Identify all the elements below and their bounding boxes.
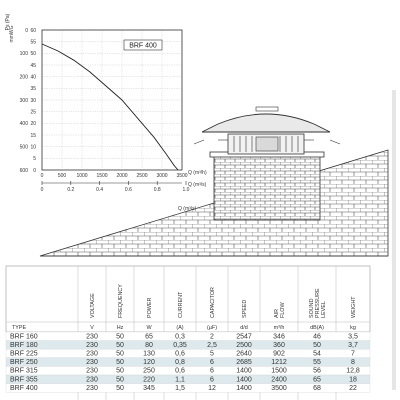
table-cell: 230 — [86, 367, 98, 375]
table-cell: 68 — [313, 384, 321, 392]
pa-tick-label: 600 — [19, 167, 28, 174]
table-header-cell: SOUND — [309, 298, 315, 318]
performance-chart — [5, 13, 207, 193]
table-cell: 12,8 — [346, 367, 360, 375]
table-cell: 22 — [349, 384, 357, 392]
table-unit-cell: V — [90, 325, 94, 331]
table-cell: 50 — [313, 341, 321, 349]
pa-axis-ticks — [20, 28, 29, 174]
table-cell: 130 — [143, 350, 155, 358]
table-cell: 2,5 — [207, 341, 217, 349]
roof-fan-diagram — [40, 107, 388, 256]
y-tick-label: 0 — [33, 167, 36, 174]
table-header-cell: POWER — [147, 297, 153, 318]
table-cell: 80 — [145, 341, 153, 349]
table-cell: 1400 — [236, 367, 252, 375]
pa-tick-label: 400 — [19, 121, 28, 128]
table-cell: 5 — [210, 350, 214, 358]
table-row — [6, 332, 370, 341]
table-header-cell: LEVEL — [321, 301, 327, 318]
table-cell: 55 — [313, 359, 321, 367]
chimney — [214, 156, 320, 220]
table-cell: BRF 160 — [10, 333, 38, 341]
table-cell: 902 — [273, 350, 285, 358]
table-row — [6, 358, 370, 367]
pa-tick-label: 0 — [25, 27, 28, 34]
table-cell: 2 — [210, 333, 214, 341]
table-cell: 65 — [145, 333, 153, 341]
table-row — [6, 384, 370, 393]
diagram-q-label: Q (m³/s) — [178, 206, 197, 212]
y-tick-label: 50 — [30, 51, 36, 58]
table-header-type: TYPE — [12, 325, 27, 331]
table-cell: 3,7 — [348, 341, 358, 349]
table-cell: BRF 225 — [10, 350, 38, 358]
table-header-cell: AIR — [274, 309, 280, 318]
fan-curve-brf-400 — [42, 44, 178, 170]
y-tick-label: 15 — [30, 132, 36, 139]
pa-tick-label: 100 — [19, 51, 28, 58]
table-cell: 12 — [208, 384, 216, 392]
table-cell: 220 — [143, 376, 155, 384]
right-edge-strip — [392, 90, 396, 390]
table-cell: 1400 — [236, 384, 252, 392]
table-unit-cell: Hz — [116, 325, 124, 331]
table-unit-cell: dB(A) — [310, 325, 324, 331]
table-cell: 18 — [349, 376, 357, 384]
y-tick-label: 60 — [30, 27, 36, 34]
table-cell: 50 — [116, 341, 124, 349]
y-tick-label: 10 — [30, 144, 36, 151]
table-row — [6, 366, 370, 375]
table-cell: 2640 — [236, 350, 252, 358]
x-tick-label-m3s: 1.0 — [182, 187, 190, 193]
table-cell: 54 — [313, 350, 321, 358]
table-cell: 6 — [210, 367, 214, 375]
table-unit-cell: (µF) — [207, 325, 217, 331]
table-cell: BRF 180 — [10, 341, 38, 349]
table-cell: 1500 — [271, 367, 287, 375]
table-cell: 6 — [210, 376, 214, 384]
table-row — [6, 341, 370, 350]
pa-tick-label: 500 — [19, 144, 28, 151]
table-cell: BRF 250 — [10, 359, 38, 367]
table-unit-cell: W — [146, 325, 152, 331]
y-tick-label: 25 — [30, 109, 36, 116]
table-cell: 0,6 — [175, 350, 185, 358]
x-tick-label-m3s: 0 — [40, 187, 44, 193]
table-cell: 6 — [210, 359, 214, 367]
table-header-cell: CURRENT — [178, 291, 184, 318]
table-cell: 346 — [273, 333, 285, 341]
table-header-cell: WEIGHT — [351, 296, 357, 318]
y-tick-label: 30 — [30, 97, 36, 104]
table-cell: 7 — [351, 350, 355, 358]
table-cell: 50 — [116, 384, 124, 392]
table-cell: 230 — [86, 359, 98, 367]
table-header-cell: FREQUENCY — [118, 284, 124, 318]
x-tick-label-m3s: 0.2 — [67, 187, 75, 193]
x-tick-label-m3h: 3000 — [156, 173, 168, 179]
table-cell: 8 — [351, 359, 355, 367]
table-header-cell: VOLTAGE — [90, 293, 96, 318]
fan-hood — [202, 114, 330, 132]
table-cell: 50 — [116, 359, 124, 367]
x-tick-label-m3s: 0.8 — [153, 187, 161, 193]
table-cell: 56 — [313, 367, 321, 375]
x-axis-unit-m3h: Q (m³/h) — [188, 170, 207, 176]
table-cell: 360 — [273, 341, 285, 349]
table-cell: 1,5 — [175, 384, 185, 392]
table-cell: 230 — [86, 333, 98, 341]
fan-motor — [256, 137, 278, 151]
spec-table — [6, 266, 370, 400]
x-tick-label-m3h: 1500 — [96, 173, 108, 179]
table-header-cell: FLOW — [280, 302, 286, 318]
y-tick-label: 45 — [30, 62, 36, 69]
table-cell: 230 — [86, 384, 98, 392]
table-cell: 1212 — [271, 359, 287, 367]
table-cell: 1400 — [236, 376, 252, 384]
x-tick-label-m3h: 0 — [40, 173, 44, 179]
table-cell: 2685 — [236, 359, 252, 367]
x-tick-label-m3h: 2000 — [116, 173, 128, 179]
table-cell: 230 — [86, 341, 98, 349]
table-cell: 2500 — [236, 341, 252, 349]
table-cell: 2400 — [271, 376, 287, 384]
x-tick-label-m3h: 2500 — [136, 173, 148, 179]
table-cell: 1,1 — [175, 376, 185, 384]
x-tick-label-m3h: 500 — [57, 173, 67, 179]
chart-title: BRF 400 — [129, 42, 157, 50]
y-tick-label: 40 — [30, 74, 36, 81]
table-cell: 345 — [143, 384, 155, 392]
y-axis-unit-pa: Ps (Pa) — [5, 13, 11, 31]
table-cell: 0,3 — [175, 333, 185, 341]
pa-tick-label: 300 — [19, 97, 28, 104]
table-header-cell: CAPACITOR — [210, 287, 216, 318]
x-tick-label-m3h: 3500 — [176, 173, 188, 179]
chart-grid — [42, 30, 182, 170]
table-cell: BRF 400 — [10, 384, 38, 392]
x-axis-ticks-m3h — [41, 173, 188, 183]
y-axis-unit-mmwg: mmWG — [9, 25, 15, 43]
y-tick-label: 35 — [30, 86, 36, 93]
table-cell: 0,35 — [173, 341, 187, 349]
pa-tick-label: 200 — [19, 74, 28, 81]
x-axis-unit-m3s: Q (m³/s) — [188, 182, 207, 188]
y-tick-label: 55 — [30, 39, 36, 46]
x-tick-label-m3s: 0.6 — [124, 187, 132, 193]
table-cell: 250 — [143, 367, 155, 375]
y-tick-label: 20 — [30, 121, 36, 128]
table-row — [6, 375, 370, 384]
table-cell: 50 — [116, 367, 124, 375]
y-tick-label: 5 — [33, 156, 36, 163]
table-unit-cell: m³/h — [273, 325, 285, 331]
table-header-cell: SPEED — [242, 299, 248, 318]
table-cell: BRF 355 — [10, 376, 38, 384]
y-axis-ticks — [30, 28, 36, 174]
table-cell: BRF 315 — [10, 367, 38, 375]
table-cell: 230 — [86, 350, 98, 358]
x-tick-label-m3s: 0.4 — [96, 187, 104, 193]
table-cell: 3,5 — [348, 333, 358, 341]
fan-hood-top — [256, 107, 278, 111]
x-tick-label-m3h: 1000 — [76, 173, 88, 179]
table-cell: 0,6 — [175, 367, 185, 375]
table-header-cell: PRESSURE — [315, 288, 321, 318]
table-cell: 50 — [116, 350, 124, 358]
table-unit-cell: kg — [350, 325, 356, 331]
table-cell: 50 — [116, 333, 124, 341]
table-cell: 65 — [313, 376, 321, 384]
table-cell: 230 — [86, 376, 98, 384]
table-cell: 50 — [116, 376, 124, 384]
table-cell: 46 — [313, 333, 321, 341]
table-row — [6, 349, 370, 358]
table-unit-cell: d/d — [240, 325, 248, 331]
table-cell: 2547 — [236, 333, 252, 341]
table-unit-cell: (A) — [176, 325, 184, 331]
table-cell: 3500 — [271, 384, 287, 392]
table-cell: 0,8 — [175, 359, 185, 367]
table-cell: 120 — [143, 359, 155, 367]
